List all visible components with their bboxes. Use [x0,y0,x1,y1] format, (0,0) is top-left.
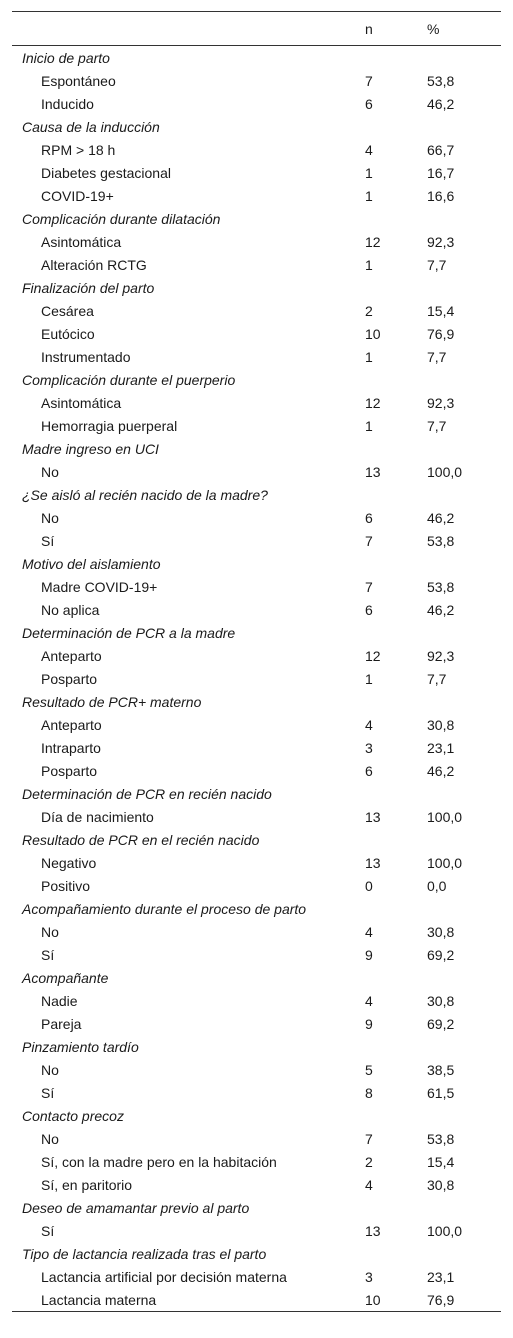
row-pct: 23,1 [427,1268,455,1285]
row-pct: 30,8 [427,1176,455,1193]
row-label: Sí, en paritorio [41,1176,133,1193]
row-n: 6 [365,95,373,112]
row-n: 12 [365,394,381,411]
row-label: COVID-19+ [41,187,114,204]
row-pct: 53,8 [427,578,455,595]
section-header [12,483,501,506]
row-n: 5 [365,1061,373,1078]
row-pct: 76,9 [427,325,455,342]
row-pct: 66,7 [427,141,455,158]
row-label: Madre COVID-19+ [41,578,158,595]
section-header [12,115,501,138]
row-label: Alteración RCTG [41,256,147,273]
row-label: Intraparto [41,739,101,756]
section-title: Resultado de PCR+ materno [22,693,202,710]
section-header [12,621,501,644]
row-n: 13 [365,808,381,825]
row-n: 8 [365,1084,373,1101]
table-row [12,345,501,368]
table-row [12,161,501,184]
section-title: Contacto precoz [22,1107,124,1124]
section-header [12,207,501,230]
row-n: 4 [365,992,373,1009]
row-n: 9 [365,1015,373,1032]
row-label: Posparto [41,670,98,687]
row-label: Sí [41,532,55,549]
section-title: Complicación durante dilatación [22,210,221,227]
row-pct: 16,6 [427,187,455,204]
row-n: 9 [365,946,373,963]
table-row [12,736,501,759]
row-n: 1 [365,164,373,181]
row-pct: 100,0 [427,808,463,825]
table-row [12,1265,501,1288]
table-body [12,46,501,1311]
table-row [12,322,501,345]
row-label: Diabetes gestacional [41,164,171,181]
row-pct: 0,0 [427,877,447,894]
row-label: Espontáneo [41,72,116,89]
bottom-rule [12,1311,501,1312]
row-pct: 53,8 [427,72,455,89]
row-n: 1 [365,417,373,434]
row-n: 7 [365,1130,373,1147]
table-row [12,989,501,1012]
table-row [12,713,501,736]
section-title: Inicio de parto [22,49,110,66]
table-row [12,667,501,690]
row-pct: 46,2 [427,95,455,112]
section-header [12,46,501,69]
row-pct: 15,4 [427,1153,455,1170]
section-title: ¿Se aisló al recién nacido de la madre? [22,486,268,503]
row-label: Sí, con la madre pero en la habitación [41,1153,277,1170]
row-n: 6 [365,601,373,618]
section-header [12,690,501,713]
row-n: 7 [365,578,373,595]
table-row [12,1081,501,1104]
row-label: No [41,1130,59,1147]
row-label: No [41,463,59,480]
section-title: Causa de la inducción [22,118,160,135]
row-pct: 76,9 [427,1291,455,1308]
row-pct: 53,8 [427,532,455,549]
table-row [12,805,501,828]
row-n: 1 [365,187,373,204]
row-pct: 7,7 [427,417,447,434]
row-pct: 53,8 [427,1130,455,1147]
header-pct: % [427,20,440,37]
section-title: Determinación de PCR a la madre [22,624,236,641]
row-label: Anteparto [41,716,102,733]
row-label: Lactancia artificial por decisión materna [41,1268,287,1285]
row-pct: 100,0 [427,463,463,480]
row-pct: 92,3 [427,647,455,664]
row-label: Sí [41,1222,55,1239]
row-label: Eutócico [41,325,95,342]
table-row [12,874,501,897]
row-pct: 23,1 [427,739,455,756]
row-n: 1 [365,348,373,365]
row-label: Cesárea [41,302,94,319]
section-title: Pinzamiento tardío [22,1038,139,1055]
row-n: 2 [365,1153,373,1170]
section-header [12,897,501,920]
table-row [12,1150,501,1173]
row-n: 7 [365,72,373,89]
row-n: 3 [365,1268,373,1285]
table-row [12,1127,501,1150]
section-title: Deseo de amamantar previo al parto [22,1199,250,1216]
row-pct: 46,2 [427,762,455,779]
table-row [12,920,501,943]
row-label: No [41,923,59,940]
row-label: No aplica [41,601,100,618]
section-header [12,1242,501,1265]
table-row [12,184,501,207]
row-n: 6 [365,509,373,526]
table-row [12,644,501,667]
row-n: 1 [365,256,373,273]
section-title: Determinación de PCR en recién nacido [22,785,272,802]
row-n: 12 [365,647,381,664]
row-pct: 100,0 [427,1222,463,1239]
section-header [12,1035,501,1058]
row-label: Asintomática [41,394,122,411]
row-n: 0 [365,877,373,894]
table-row [12,391,501,414]
row-label: No [41,1061,59,1078]
row-label: Nadie [41,992,78,1009]
row-label: Instrumentado [41,348,131,365]
table-row [12,1219,501,1242]
section-header [12,437,501,460]
header-n: n [365,20,373,37]
row-n: 2 [365,302,373,319]
row-n: 13 [365,1222,381,1239]
row-label: No [41,509,59,526]
table-row [12,529,501,552]
table-row [12,69,501,92]
table-row [12,1058,501,1081]
table-row [12,1012,501,1035]
section-header [12,276,501,299]
row-pct: 69,2 [427,1015,455,1032]
row-label: Inducido [41,95,94,112]
row-label: Pareja [41,1015,82,1032]
section-header [12,828,501,851]
row-n: 10 [365,325,381,342]
row-pct: 7,7 [427,348,447,365]
table-row [12,230,501,253]
section-title: Acompañamiento durante el proceso de parto [22,900,307,917]
row-pct: 30,8 [427,992,455,1009]
row-pct: 15,4 [427,302,455,319]
row-pct: 30,8 [427,923,455,940]
row-label: Asintomática [41,233,122,250]
table-row [12,299,501,322]
row-label: Sí [41,1084,55,1101]
section-header [12,552,501,575]
row-pct: 7,7 [427,256,447,273]
row-pct: 30,8 [427,716,455,733]
row-n: 6 [365,762,373,779]
row-label: Posparto [41,762,98,779]
table-row [12,92,501,115]
section-header [12,966,501,989]
row-pct: 92,3 [427,233,455,250]
row-label: Hemorragia puerperal [41,417,178,434]
row-n: 13 [365,854,381,871]
row-pct: 16,7 [427,164,455,181]
row-pct: 92,3 [427,394,455,411]
row-n: 1 [365,670,373,687]
table-row [12,506,501,529]
table-row [12,759,501,782]
row-n: 4 [365,141,373,158]
section-title: Motivo del aislamiento [22,555,161,572]
row-pct: 46,2 [427,601,455,618]
row-label: Anteparto [41,647,102,664]
table-row [12,414,501,437]
row-pct: 7,7 [427,670,447,687]
section-header [12,368,501,391]
row-label: RPM > 18 h [41,141,116,158]
row-n: 10 [365,1291,381,1308]
results-table [12,11,501,1312]
table-row [12,138,501,161]
row-label: Negativo [41,854,97,871]
row-n: 12 [365,233,381,250]
section-title: Complicación durante el puerperio [22,371,236,388]
row-n: 4 [365,923,373,940]
row-pct: 100,0 [427,854,463,871]
row-n: 7 [365,532,373,549]
table-row [12,598,501,621]
table-row [12,851,501,874]
table-row [12,460,501,483]
table-row [12,1173,501,1196]
section-header [12,1196,501,1219]
row-n: 3 [365,739,373,756]
row-n: 13 [365,463,381,480]
section-title: Resultado de PCR en el recién nacido [22,831,260,848]
row-label: Sí [41,946,55,963]
row-pct: 61,5 [427,1084,455,1101]
section-title: Acompañante [22,969,109,986]
table-row [12,575,501,598]
table-row [12,943,501,966]
row-label: Día de nacimiento [41,808,154,825]
table-row [12,253,501,276]
section-title: Tipo de lactancia realizada tras el parto [22,1245,267,1262]
row-pct: 46,2 [427,509,455,526]
section-title: Finalización del parto [22,279,155,296]
row-n: 4 [365,716,373,733]
table-row [12,1288,501,1311]
row-n: 4 [365,1176,373,1193]
section-header [12,1104,501,1127]
section-title: Madre ingreso en UCI [22,440,159,457]
section-header [12,782,501,805]
row-pct: 38,5 [427,1061,455,1078]
table-header [12,12,501,45]
row-label: Lactancia materna [41,1291,157,1308]
row-label: Positivo [41,877,91,894]
row-pct: 69,2 [427,946,455,963]
